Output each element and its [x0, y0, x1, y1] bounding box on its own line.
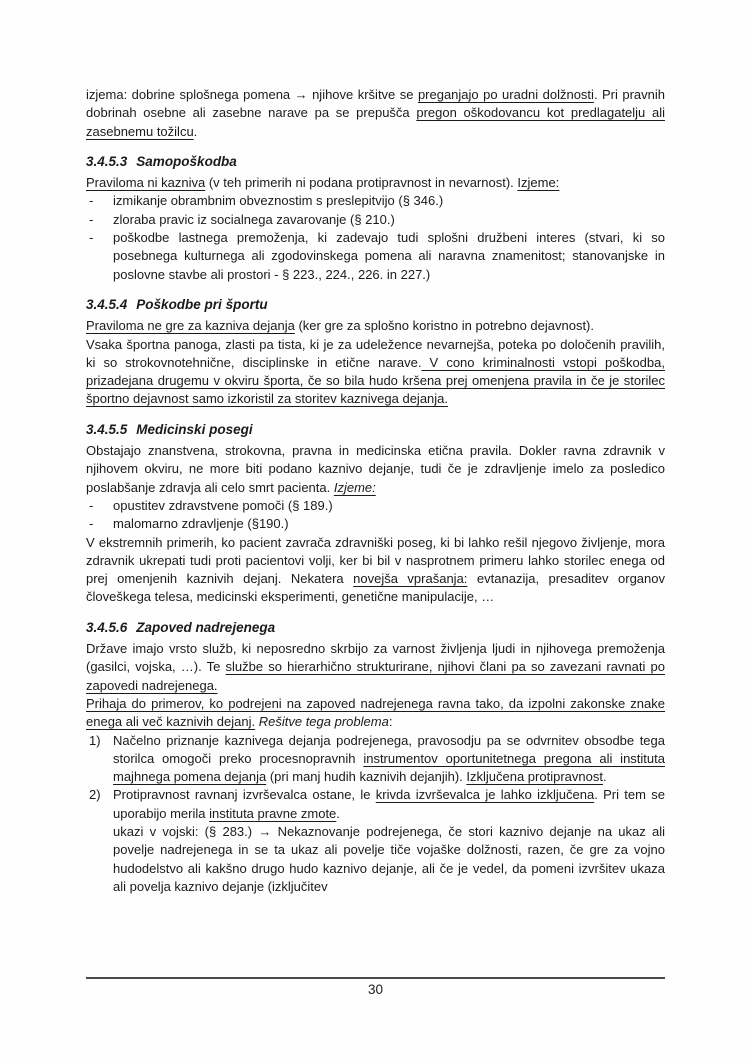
paragraph: [86, 317, 665, 335]
text-run: novejša vprašanja:: [353, 571, 468, 587]
list-item: [86, 497, 665, 515]
text-run: pregon oškodovancu kot predlagatelju ali zasebnemu tožilcu: [86, 105, 665, 139]
section-number: 3.4.5.3: [86, 153, 128, 169]
section-title: Zapoved nadrejenega: [136, 619, 276, 635]
text-run: Izključena protipravnost: [466, 769, 603, 785]
text-run: Prihaja do primerov, ko podrejeni na zapoved nadrejenega ravna tako, da izpolni zakonske znake enega ali več kaznivih dejanj.: [86, 695, 665, 730]
paragraph: [86, 534, 665, 607]
list-marker: -: [89, 193, 94, 209]
paragraph: [86, 695, 665, 732]
list-marker: -: [89, 230, 94, 246]
paragraph: [86, 86, 665, 141]
section-number: 3.4.5.5: [86, 421, 128, 437]
text-run: Praviloma ni kazniva: [86, 175, 206, 191]
paragraph: [86, 336, 665, 409]
text-run: Izjeme:: [333, 479, 376, 495]
text-run: .: [336, 805, 340, 821]
text-run: izjema: dobrine splošnega pomena → njihove kršitve se: [86, 87, 418, 102]
text-run: .: [602, 769, 607, 785]
section-title: Samopoškodba: [136, 153, 237, 169]
text-run: V ekstremnih primerih, ko pacient zavrača zdravniški poseg, ki bi lahko rešil njegovo življenje, mora zdravnik ukrepati tudi proti pacientovi volji, ker bi bil v nasprotnem primeru lahko storilec enega od prej omenjenih kaznivih dejanj. Nekatera: [86, 534, 665, 587]
indented-paragraph: [113, 823, 665, 896]
text-run: Države imajo vrsto služb, ki neposredno skrbijo za varnost življenja ljudi in njihovega premoženja (gasilci, vojska, …). Te: [86, 641, 665, 675]
section-title: Poškodbe pri športu: [136, 296, 268, 312]
text-run: . Pri tem se uporabijo merila: [113, 787, 665, 821]
text-run: Načelno priznanje kaznivega dejanja podrejenega, pravosodju pa se odvrnitev obsodbe tega storilca omogoči preko procesnopravnih: [113, 732, 665, 766]
text-run: ukazi v vojski: (§ 283.) → Nekaznovanje podrejenega, če stori kaznivo dejanje na ukaz ali povelje nadrejenega in se ta ukaz ali povelje tiče vojaške dolžnosti, razen, če gre za vojno hudodelstvo ali kakšno drugo hudo kaznivo dejanje, ali če je vedel, da pomeni izvršitev ukaza ali povelja kaznivo dejanje (izključitev: [113, 823, 665, 894]
list-marker: 1): [89, 732, 101, 748]
section-heading: [86, 619, 665, 637]
text-run: malomarno zdravljenje (§190.): [113, 516, 289, 532]
list-item: [86, 229, 665, 284]
text-run: zloraba pravic iz socialnega zavarovanje (§ 210.): [113, 211, 395, 227]
text-run: instituta pravne zmote: [209, 805, 337, 821]
footer-rule: [86, 977, 665, 979]
text-run: službe so hierarhično strukturirane, njihovi člani pa so zavezani ravnati po zapovedi nadrejenega.: [86, 659, 665, 693]
paragraph: [86, 174, 665, 192]
text-run: Izjeme:: [517, 175, 560, 191]
text-run: evtanazija, presaditev organov človeškega telesa, medicinski eksperimenti, genetične manipulacije, …: [86, 571, 665, 605]
list-item: [86, 786, 665, 823]
text-run: Protipravnost ravnanj izvrševalca ostane, le: [113, 787, 376, 803]
section-title: Medicinski posegi: [136, 421, 253, 437]
list-marker: 2): [89, 787, 101, 803]
text-run: :: [388, 714, 393, 730]
section-number: 3.4.5.4: [86, 296, 128, 312]
text-run: Obstajajo znanstvena, strokovna, pravna in medicinska etična pravila. Dokler ravna zdravnik v njihovem okviru, ne more biti podano kaznivo dejanje, tudi če je zdravljenje imelo za posledico poslabšanje zdravja ali celo smrt pacienta.: [86, 443, 665, 495]
section-heading: [86, 296, 665, 314]
text-run: krivda izvrševalca je lahko izključena: [375, 787, 595, 803]
list-marker: -: [89, 516, 94, 532]
text-run: poškodbe lastnega premoženja, ki zadevajo tudi splošni družbeni interes (stvari, ki so posebnega kulturnega ali zgodovinskega pomena ali naravna znamenitost; stanovanjske in poslovne stavbe ali prostori - § 223., 224., 226. in 227.): [113, 230, 665, 282]
text-run: . Pri pravnih dobrinah osebne ali zasebne narave pa se prepušča: [86, 87, 665, 121]
text-run: Rešitve tega problema: [258, 714, 389, 730]
page-number: 30: [367, 982, 384, 997]
paragraph: [86, 442, 665, 497]
section-heading: [86, 153, 665, 171]
text-run: V cono kriminalnosti vstopi poškodba, prizadejana drugemu v okviru športa, če so bila hudo kršena prej omenjena pravila in če je storilec športno dejavnost samo izkoristil za storitev kaznivega dejanja.: [86, 354, 665, 407]
paragraph: [86, 640, 665, 695]
text-run: opustitev zdravstvene pomoči (§ 189.): [113, 497, 333, 513]
text-run: Praviloma ne gre za kazniva dejanja: [86, 318, 295, 334]
text-run: (ker gre za splošno koristno in potrebno dejavnost).: [294, 318, 595, 334]
text-run: .: [193, 123, 198, 139]
text-run: Vsaka športna panoga, zlasti pa tista, ki je za udeležence nevarnejša, poteka po določenih pravilih, ki so strokovnotehnične, disciplinske in etične narave.: [86, 336, 665, 370]
section-heading: [86, 421, 665, 439]
text-run: izmikanje obrambnim obveznostim s preslepitvijo (§ 346.): [113, 193, 444, 209]
list-item: [86, 211, 665, 229]
text-run: instrumentov oportunitetnega pregona ali instituta majhnega pomena dejanja: [113, 750, 665, 785]
document-content: [86, 86, 665, 896]
list-item: [86, 192, 665, 210]
text-run: (pri manj hudih kaznivih dejanjih).: [266, 769, 467, 785]
list-item: [86, 732, 665, 787]
list-item: [86, 515, 665, 533]
list-marker: -: [89, 211, 94, 227]
text-run: (v teh primerih ni podana protipravnost in nevarnost).: [205, 175, 518, 191]
text-run: preganjajo po uradni dolžnosti: [417, 87, 594, 102]
list-marker: -: [89, 497, 94, 513]
page-footer: [86, 977, 665, 997]
section-number: 3.4.5.6: [86, 619, 128, 635]
